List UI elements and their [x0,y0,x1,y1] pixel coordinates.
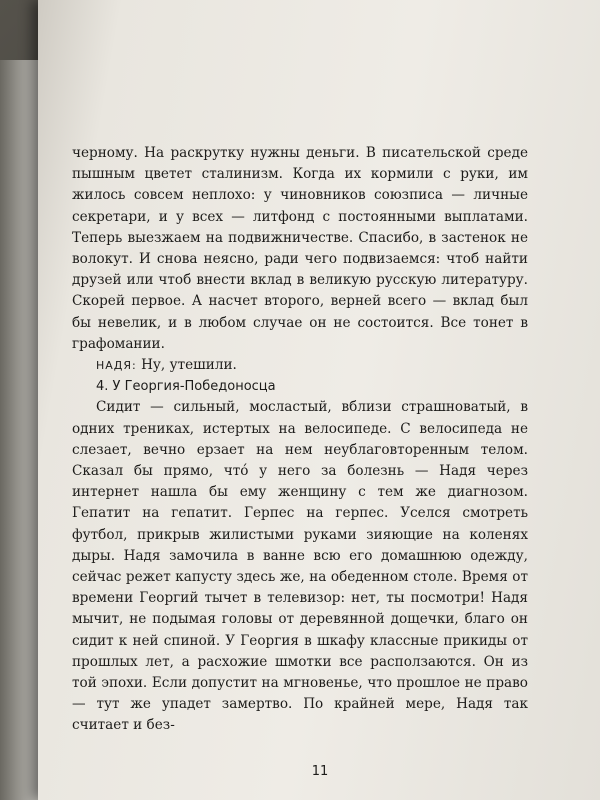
section-heading: 4. У Георгия-Победоносца [96,379,276,395]
dialog-text: Ну, утешили. [141,357,237,374]
dialog-speaker: НАДЯ: [96,359,137,373]
paragraph-1: черному. На раскрутку нужны деньги. В писательской среде пышным цветет сталинизм. Когда их кормили с руки, им жилось совсем неплохо: у чиновников союзписа — личные секретари, и у всех — литфонд с постоянными выплатами. Теперь выезжаем на подвижничестве. Спасибо, в застенок не волокут. И снова неясно, ради чего подвизаемся: чтоб найти друзей или чтоб внести вклад в великую русскую литературу. Скорей первое. А насчет второго, верней всего — вклад был бы невелик, и в любом случае он не состоится. Все тонет в графомании. [72,145,528,352]
page-number: 11 [311,764,329,779]
paragraph-2: Сидит — сильный, мосластый, вблизи страшноватый, в одних трениках, истертых на велосипеде. С велосипеда не слезает, вечно ерзает на нем неублаговторенным телом. Сказал бы прямо, чтó у него за болезнь — Надя через интернет нашла бы ему женщину с тем же диагнозом. Гепатит на гепатит. Герпес на герпес. Уселся смотреть футбол, прикрыв жилистыми руками зияющие на коленях дыры. Надя замочила в ванне всю его домашнюю одежду, сейчас режет капусту здесь же, на обеденном столе. Время от времени Георгий тычет в телевизор: нет, ты посмотри! Надя мычит, не подымая головы от деревянной дощечки, благо он сидит к ней спиной. У Георгия в шкафу классные прикиды от прошлых лет, а расхожие шмотки все расползаются. Он из той эпохи. Если допустит на мгновенье, что прошлое не право — тут же упадет замертво. По крайней мере, Надя так считает и без- [72,399,528,734]
page-text [72,143,528,737]
dialog-line [72,355,528,376]
